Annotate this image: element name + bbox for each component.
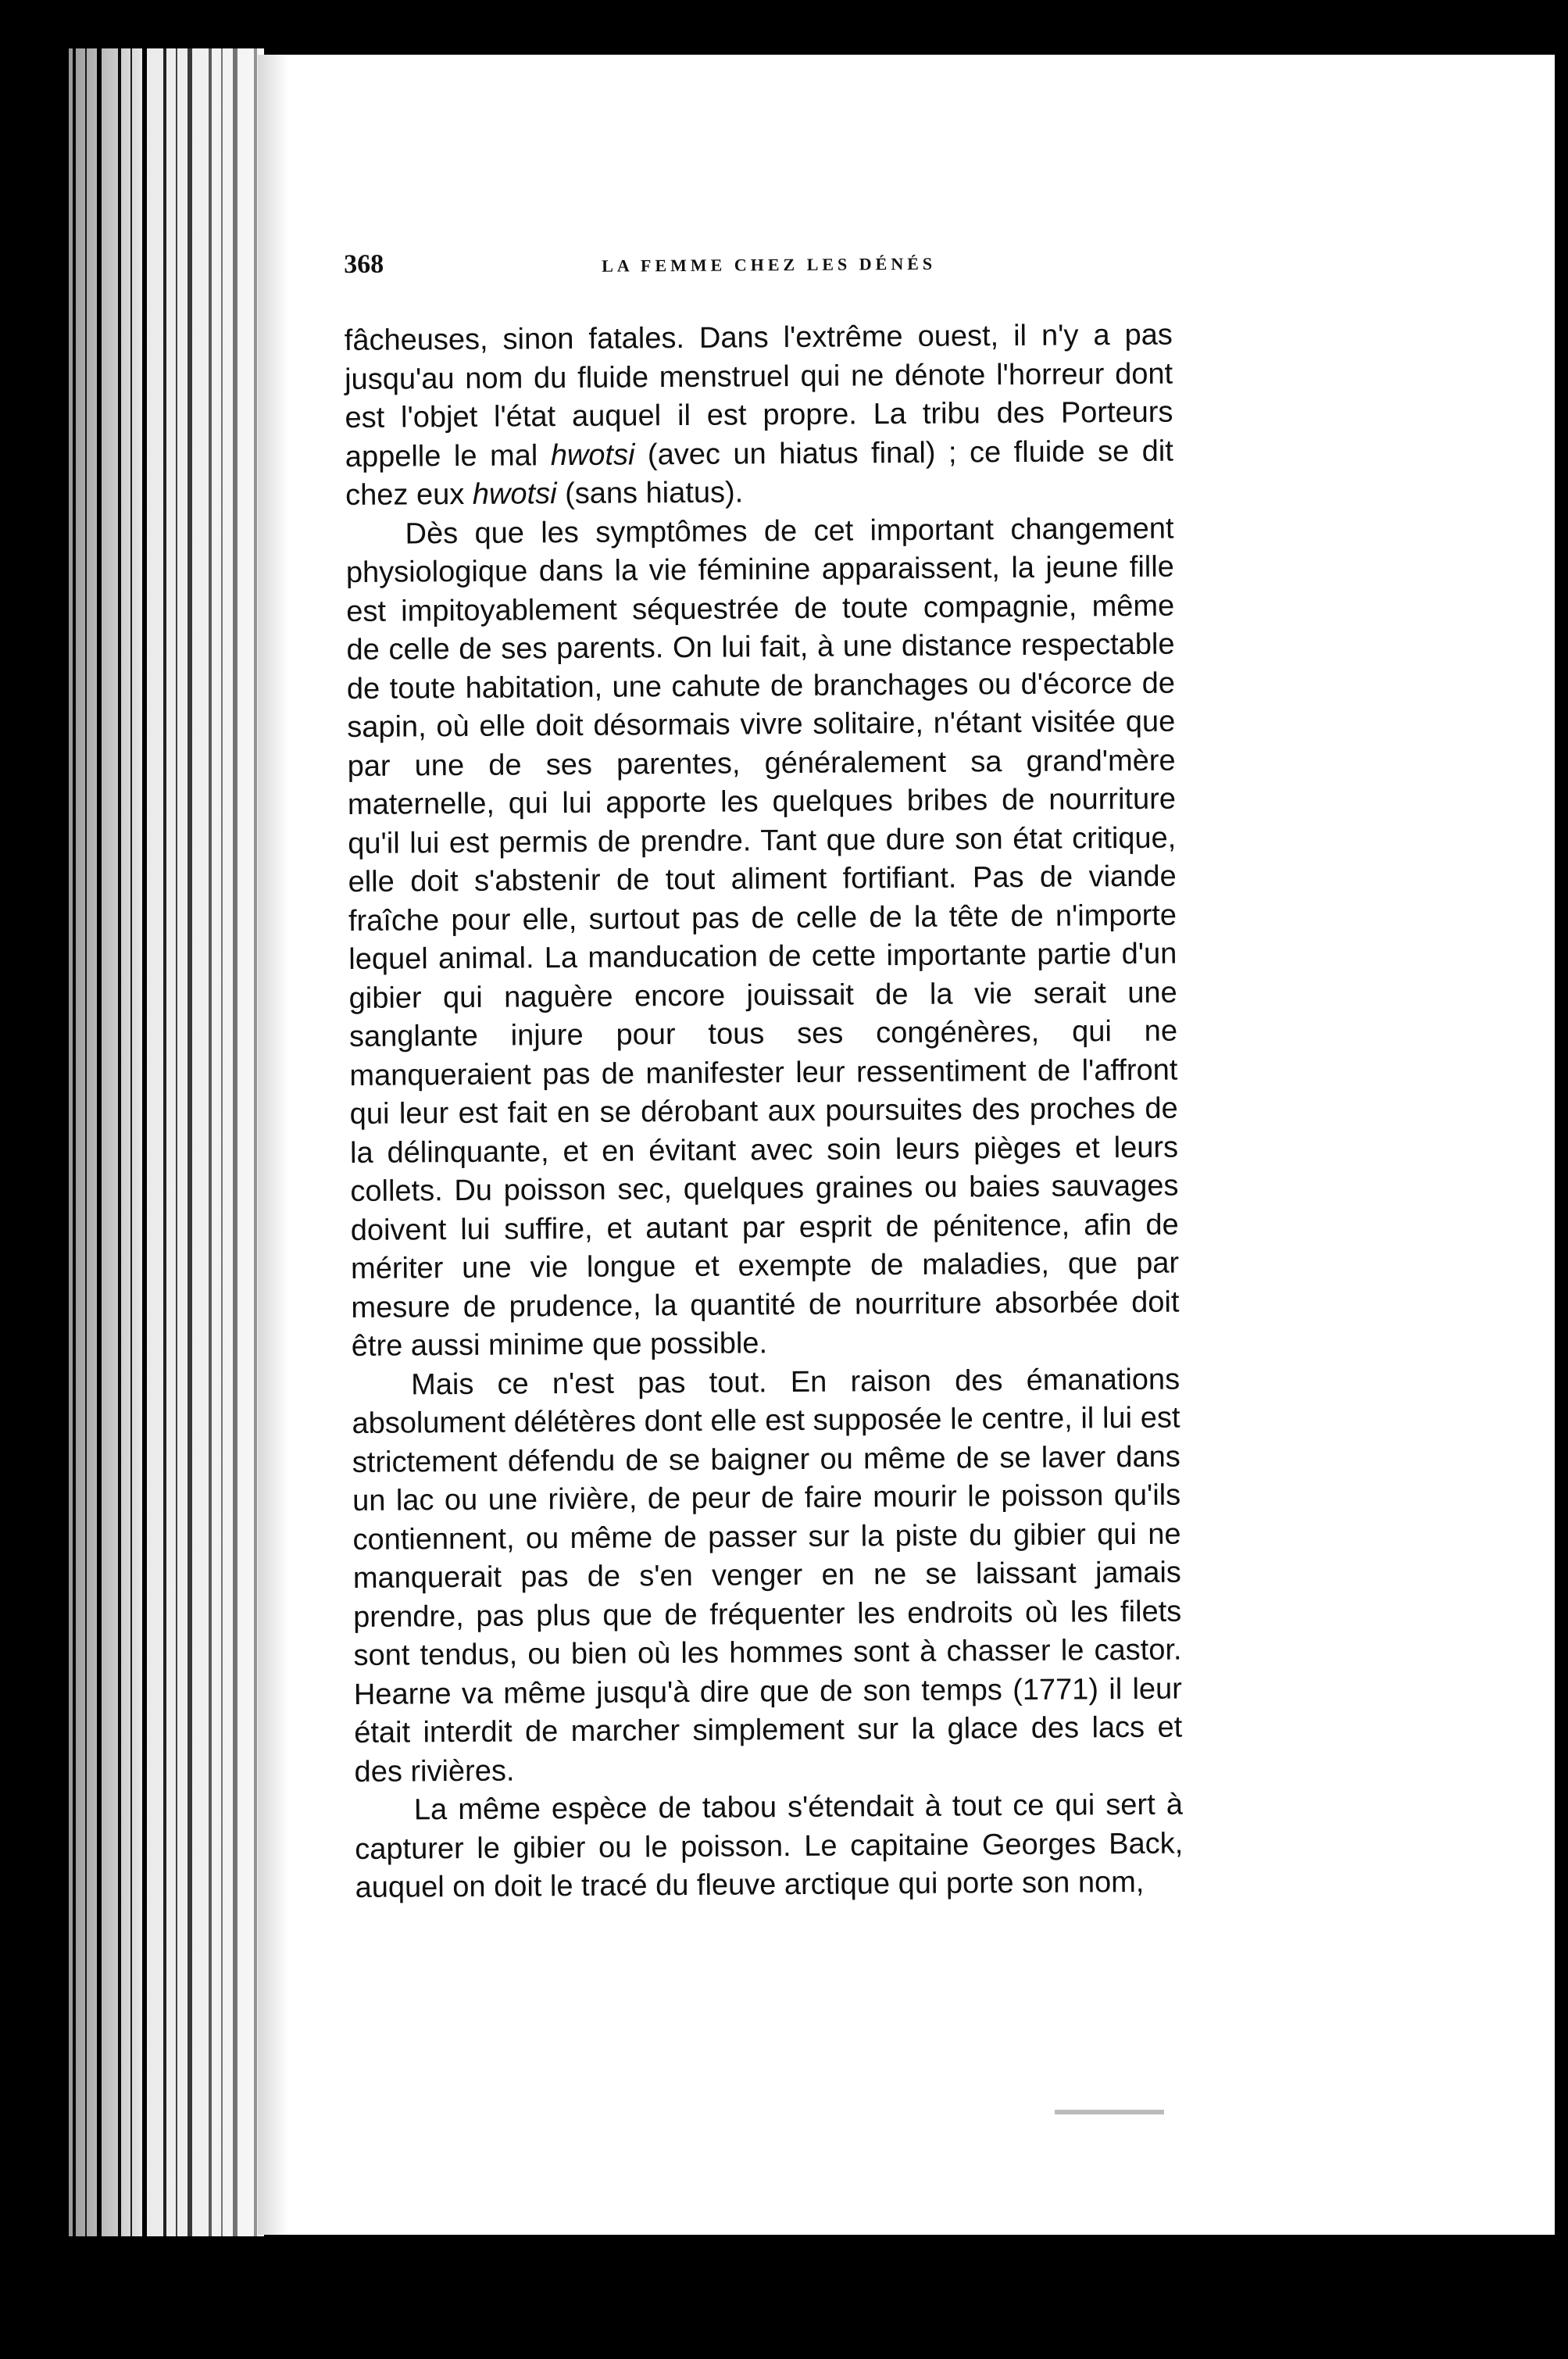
running-title: LA FEMME CHEZ LES DÉNÉS: [602, 253, 937, 276]
page-content: [344, 245, 1184, 1908]
gutter-shadow: [258, 55, 289, 2235]
page-number: 368: [344, 249, 384, 279]
paragraph-1: [345, 316, 1174, 516]
paragraph-2: Dès que les symptômes de cet important changement physiologique dans la vie féminine apparaissent, la jeune fille est impitoyablement séquestrée de toute compagnie, même de celle de ses parents. On lui fait, à une distance respectable de toute habitation, une cahute de branchages ou d'écorce de sapin, où elle doit désormais vivre solitaire, n'étant visitée que par une de ses parentes, généralement sa grand'mère maternelle, qui lui apporte les quelques bribes de nourriture qu'il lui est permis de prendre. Tant que dure son état critique, elle doit s'abstenir de tout aliment fortifiant. Pas de viande fraîche pour elle, surtout pas de celle de la tête de n'importe lequel animal. La manducation de cette importante partie d'un gibier qui naguère encore jouissait de la vie serait une sanglante injure pour tous ses congénères, qui ne manqueraient pas de manifester leur ressentiment de l'affront qui leur est fait en se dérobant aux poursuites des proches de la délinquante, et en évitant avec soin leurs pièges et leurs collets. Du poisson sec, quelques graines ou baies sauvages doivent lui suffire, et autant par esprit de pénitence, afin de mériter une vie longue et exempte de maladies, que par mesure de prudence, la quantité de nourriture absorbée doit être aussi minime que possible.: [345, 512, 1180, 1363]
paragraph-3: Mais ce n'est pas tout. En raison des émanations absolument délétères dont elle est supposée le centre, il lui est strictement défendu de se baigner ou même de se laver dans un lac ou une rivière, de peur de faire mourir le poisson qu'ils contiennent, ou même de passer sur la piste du gibier qui ne manquerait pas de s'en venger en ne se laissant jamais prendre, pas plus que de fréquenter les endroits où les filets sont tendus, ou bien où les hommes sont à chasser le castor. Hearne va même jusqu'à dire que de son temps (1771) il leur était interdit de marcher simplement sur la glace des lacs et des rivières.: [352, 1363, 1183, 1789]
native-term-1: hwotsi: [550, 438, 635, 472]
running-head: [344, 245, 1172, 297]
paragraph-4: La même espèce de tabou s'étendait à tout ce qui sert à capturer le gibier ou le poisson. Le capitaine Georges Back, auquel on doit le tracé du fleuve arctique qui porte son nom,: [355, 1788, 1184, 1904]
paragraph-1-text-b: (avec un hiatus final) ; ce fluide se dit chez eux: [345, 434, 1173, 512]
page-bottom-mark: [1055, 2110, 1164, 2114]
native-term-2: hwotsi: [472, 477, 557, 511]
paragraph-1-text-a: fâcheuses, sinon fatales. Dans l'extrême ouest, il n'y a pas jusqu'au nom du fluide menstruel qui ne dénote l'horreur dont est l'objet l'état auquel il est propre. La tribu des Porteurs appelle le mal: [344, 318, 1173, 474]
page-edge-shading: [69, 48, 264, 2236]
paragraph-1-text-c: (sans hiatus).: [556, 476, 744, 511]
